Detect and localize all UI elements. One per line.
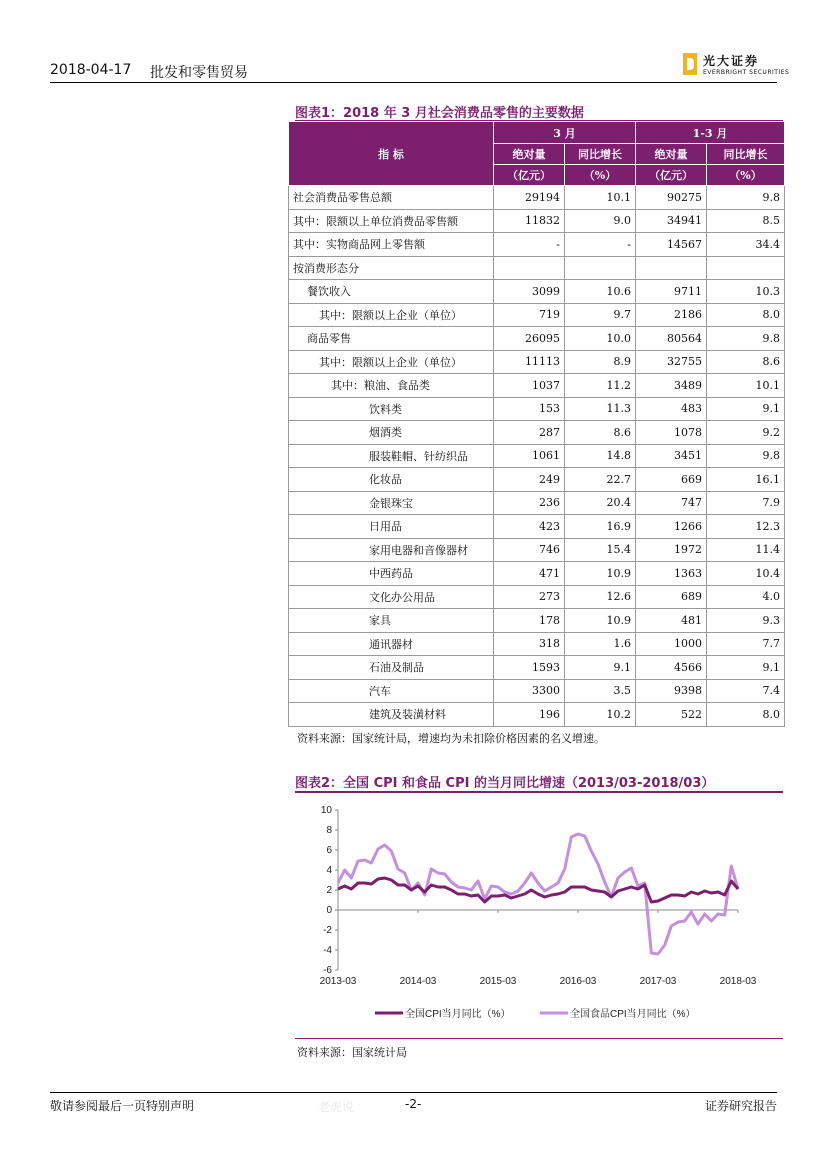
logo-icon [683, 53, 697, 75]
header-indicator: 指 标 [289, 122, 494, 186]
row-value-v3: 34941 [636, 209, 707, 233]
chart1-bottom-rule [295, 1038, 783, 1039]
table-row [289, 327, 785, 351]
x-tick-label: 2016-03 [559, 976, 597, 987]
row-value-v2: 14.8 [565, 444, 636, 468]
row-value-v3: 747 [636, 491, 707, 515]
header-q1: 1-3 月 [636, 122, 785, 144]
table-row [289, 444, 785, 468]
row-value-v3: 32755 [636, 350, 707, 374]
y-tick-label: 2 [326, 885, 332, 896]
row-value-v3: 9398 [636, 679, 707, 703]
row-label: 金银珠宝 [289, 491, 494, 515]
row-value-v2: 1.6 [565, 632, 636, 656]
row-value-v4: 8.5 [707, 209, 785, 233]
row-label: 其中：限额以上单位消费品零售额 [289, 209, 494, 233]
row-value-v3: 481 [636, 609, 707, 633]
table-row [289, 703, 785, 727]
row-value-v2: 9.0 [565, 209, 636, 233]
row-label: 中西药品 [289, 562, 494, 586]
header-abs: 绝对量 [636, 144, 707, 165]
row-value-v1: 273 [494, 585, 565, 609]
row-value-v4: 34.4 [707, 233, 785, 257]
row-value-v4 [707, 256, 785, 280]
row-label: 按消费形态分 [289, 256, 494, 280]
table-row [289, 233, 785, 257]
header-yoy: 同比增长 [565, 144, 636, 165]
row-value-v3: 1972 [636, 538, 707, 562]
row-value-v1: 11832 [494, 209, 565, 233]
footer-report-type: 证券研究报告 [704, 1099, 777, 1113]
row-label: 通讯器材 [289, 632, 494, 656]
table-row [289, 303, 785, 327]
header-yoy-unit: （%） [565, 165, 636, 186]
row-value-v3: 3451 [636, 444, 707, 468]
row-label: 家具 [289, 609, 494, 633]
row-label: 商品零售 [289, 327, 494, 351]
row-value-v3: 483 [636, 397, 707, 421]
row-label: 文化办公用品 [289, 585, 494, 609]
table-row [289, 186, 785, 210]
header-abs: 绝对量 [494, 144, 565, 165]
y-tick-label: -4 [323, 945, 332, 956]
row-value-v3: 80564 [636, 327, 707, 351]
table-row [289, 256, 785, 280]
table1-caption: 图表1：2018 年 3 月社会消费品零售的主要数据 [295, 106, 584, 121]
legend-label: 全国CPI当月同比（%） [405, 1009, 511, 1020]
row-value-v4: 9.3 [707, 609, 785, 633]
report-sector: 批发和零售贸易 [150, 65, 248, 81]
table-row [289, 421, 785, 445]
table-row [289, 562, 785, 586]
y-tick-label: 8 [326, 825, 332, 836]
row-value-v1: - [494, 233, 565, 257]
row-label: 餐饮收入 [289, 280, 494, 304]
row-value-v3: 1266 [636, 515, 707, 539]
row-value-v1: 719 [494, 303, 565, 327]
chart1-source: 资料来源：国家统计局 [297, 1046, 407, 1059]
header-yoy-unit: （%） [707, 165, 785, 186]
row-label: 社会消费品零售总额 [289, 186, 494, 210]
x-tick-label: 2015-03 [479, 976, 517, 987]
table-row [289, 679, 785, 703]
table-row [289, 515, 785, 539]
row-value-v3: 1000 [636, 632, 707, 656]
y-tick-label: 4 [326, 865, 332, 876]
row-value-v2: 10.9 [565, 562, 636, 586]
row-value-v2: - [565, 233, 636, 257]
row-value-v1: 746 [494, 538, 565, 562]
row-value-v1: 471 [494, 562, 565, 586]
y-tick-label: 0 [326, 905, 332, 916]
table-row [289, 397, 785, 421]
header-abs-unit: （亿元） [494, 165, 565, 186]
table-row [289, 209, 785, 233]
row-value-v1: 3300 [494, 679, 565, 703]
row-value-v3 [636, 256, 707, 280]
logo-name-cn: 光大证券 [703, 54, 760, 68]
row-value-v1: 236 [494, 491, 565, 515]
row-value-v2: 10.1 [565, 186, 636, 210]
row-value-v3: 1363 [636, 562, 707, 586]
x-tick-label: 2017-03 [639, 976, 677, 987]
row-value-v2: 10.6 [565, 280, 636, 304]
page-number: -2- [405, 1097, 422, 1111]
row-value-v1: 29194 [494, 186, 565, 210]
row-value-v2: 10.0 [565, 327, 636, 351]
row-value-v2: 8.9 [565, 350, 636, 374]
row-value-v2: 20.4 [565, 491, 636, 515]
y-tick-label: -6 [323, 965, 332, 976]
row-label: 日用品 [289, 515, 494, 539]
row-value-v4: 10.3 [707, 280, 785, 304]
cpi-chart [295, 798, 783, 1038]
y-tick-label: 10 [320, 805, 332, 816]
row-value-v1: 249 [494, 468, 565, 492]
row-label: 饮料类 [289, 397, 494, 421]
header-divider [50, 82, 777, 83]
row-label: 化妆品 [289, 468, 494, 492]
row-label: 家用电器和音像器材 [289, 538, 494, 562]
row-value-v1: 11113 [494, 350, 565, 374]
row-value-v3: 9711 [636, 280, 707, 304]
row-value-v1: 178 [494, 609, 565, 633]
row-value-v1: 196 [494, 703, 565, 727]
row-label: 烟酒类 [289, 421, 494, 445]
row-value-v3: 689 [636, 585, 707, 609]
row-value-v1: 1593 [494, 656, 565, 680]
row-value-v2: 16.9 [565, 515, 636, 539]
row-label: 服装鞋帽、针纺织品 [289, 444, 494, 468]
row-value-v1: 318 [494, 632, 565, 656]
row-value-v1: 1061 [494, 444, 565, 468]
row-value-v2: 3.5 [565, 679, 636, 703]
row-value-v4: 9.2 [707, 421, 785, 445]
row-value-v4: 12.3 [707, 515, 785, 539]
table-row [289, 632, 785, 656]
row-value-v3: 522 [636, 703, 707, 727]
row-value-v2: 11.3 [565, 397, 636, 421]
table-row [289, 538, 785, 562]
row-label: 汽车 [289, 679, 494, 703]
row-value-v4: 9.1 [707, 656, 785, 680]
row-value-v4: 8.0 [707, 303, 785, 327]
company-logo [683, 52, 789, 76]
row-value-v3: 669 [636, 468, 707, 492]
row-value-v3: 1078 [636, 421, 707, 445]
row-value-v4: 9.8 [707, 327, 785, 351]
row-value-v3: 3489 [636, 374, 707, 398]
table-row [289, 468, 785, 492]
row-value-v4: 8.6 [707, 350, 785, 374]
header-abs-unit: （亿元） [636, 165, 707, 186]
row-value-v2 [565, 256, 636, 280]
cpi-chart-svg [295, 798, 783, 1038]
x-tick-label: 2018-03 [719, 976, 757, 987]
row-label: 建筑及装潢材料 [289, 703, 494, 727]
row-value-v2: 11.2 [565, 374, 636, 398]
row-value-v1: 1037 [494, 374, 565, 398]
row-value-v2: 12.6 [565, 585, 636, 609]
row-value-v3: 90275 [636, 186, 707, 210]
footer-watermark: 老虎说 [318, 1100, 355, 1114]
row-value-v1: 26095 [494, 327, 565, 351]
row-value-v1: 3099 [494, 280, 565, 304]
row-value-v4: 11.4 [707, 538, 785, 562]
row-value-v1 [494, 256, 565, 280]
chart1-caption: 图表2：全国 CPI 和食品 CPI 的当月同比增速（2013/03-2018/03） [295, 776, 715, 791]
table-row [289, 609, 785, 633]
row-value-v3: 4566 [636, 656, 707, 680]
report-date: 2018-04-17 [50, 62, 132, 78]
row-value-v4: 7.9 [707, 491, 785, 515]
table-row [289, 491, 785, 515]
row-value-v4: 9.1 [707, 397, 785, 421]
footer-divider [50, 1092, 777, 1093]
table-row [289, 656, 785, 680]
row-value-v2: 22.7 [565, 468, 636, 492]
header-yoy: 同比增长 [707, 144, 785, 165]
row-value-v1: 287 [494, 421, 565, 445]
row-value-v4: 9.8 [707, 444, 785, 468]
row-label: 其中：粮油、食品类 [289, 374, 494, 398]
row-value-v3: 14567 [636, 233, 707, 257]
row-value-v4: 8.0 [707, 703, 785, 727]
row-label: 石油及制品 [289, 656, 494, 680]
logo-name-en: EVERBRIGHT SECURITIES [703, 69, 790, 76]
table-row [289, 374, 785, 398]
row-label: 其中：限额以上企业（单位） [289, 303, 494, 327]
table1-source: 资料来源：国家统计局，增速均为未扣除价格因素的名义增速。 [297, 732, 605, 745]
y-tick-label: 6 [326, 845, 332, 856]
row-value-v3: 2186 [636, 303, 707, 327]
x-tick-label: 2013-03 [319, 976, 357, 987]
retail-data-table [288, 121, 785, 727]
row-value-v4: 9.8 [707, 186, 785, 210]
row-value-v2: 9.7 [565, 303, 636, 327]
row-value-v2: 8.6 [565, 421, 636, 445]
row-value-v2: 9.1 [565, 656, 636, 680]
table-row [289, 280, 785, 304]
row-value-v4: 7.7 [707, 632, 785, 656]
table-row [289, 585, 785, 609]
row-value-v1: 423 [494, 515, 565, 539]
table-row [289, 350, 785, 374]
row-label: 其中：实物商品网上零售额 [289, 233, 494, 257]
row-value-v4: 16.1 [707, 468, 785, 492]
row-value-v4: 7.4 [707, 679, 785, 703]
row-value-v4: 10.1 [707, 374, 785, 398]
header-march: 3 月 [494, 122, 636, 144]
row-value-v2: 15.4 [565, 538, 636, 562]
row-value-v4: 4.0 [707, 585, 785, 609]
x-tick-label: 2014-03 [399, 976, 437, 987]
row-value-v4: 10.4 [707, 562, 785, 586]
row-value-v2: 10.2 [565, 703, 636, 727]
legend-label: 全国食品CPI当月同比（%） [570, 1009, 696, 1020]
y-tick-label: -2 [323, 925, 332, 936]
row-value-v2: 10.9 [565, 609, 636, 633]
chart1-caption-rule [295, 791, 783, 793]
footer-disclaimer: 敬请参阅最后一页特别声明 [50, 1099, 195, 1113]
row-value-v1: 153 [494, 397, 565, 421]
row-label: 其中：限额以上企业（单位） [289, 350, 494, 374]
